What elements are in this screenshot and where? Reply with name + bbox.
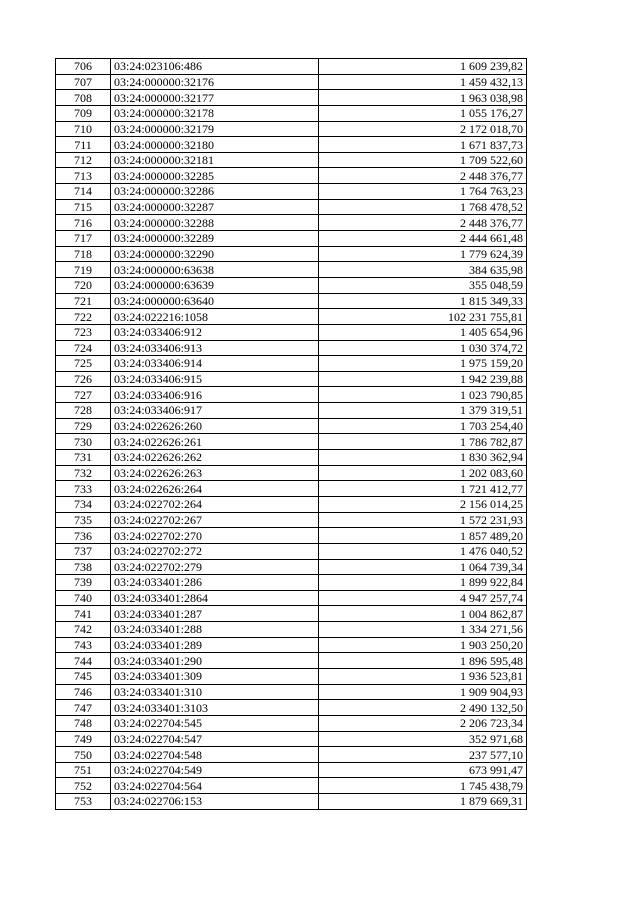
cadastral-number-cell: 03:24:033401:310 <box>111 684 319 700</box>
value-cell: 1 671 837,73 <box>319 137 527 153</box>
value-cell: 1 879 669,31 <box>319 794 527 810</box>
cadastral-number-cell: 03:24:033401:289 <box>111 637 319 653</box>
cadastral-number-cell: 03:24:022704:549 <box>111 762 319 778</box>
cadastral-number-cell: 03:24:033406:915 <box>111 371 319 387</box>
value-cell: 237 577,10 <box>319 747 527 763</box>
value-cell: 384 635,98 <box>319 262 527 278</box>
cadastral-number-cell: 03:24:022706:153 <box>111 794 319 810</box>
cadastral-number-cell: 03:24:000000:32179 <box>111 121 319 137</box>
value-cell: 1 963 038,98 <box>319 90 527 106</box>
row-number-cell: 729 <box>56 418 111 434</box>
row-number-cell: 747 <box>56 700 111 716</box>
row-number-cell: 752 <box>56 778 111 794</box>
table-row <box>56 606 527 622</box>
row-number-cell: 742 <box>56 622 111 638</box>
value-cell: 2 156 014,25 <box>319 496 527 512</box>
cadastral-number-cell: 03:24:000000:32290 <box>111 246 319 262</box>
table-row <box>56 356 527 372</box>
cadastral-number-cell: 03:24:033401:309 <box>111 668 319 684</box>
value-cell: 1 786 782,87 <box>319 434 527 450</box>
table-row <box>56 199 527 215</box>
cadastral-number-cell: 03:24:022216:1058 <box>111 309 319 325</box>
table-row <box>56 137 527 153</box>
value-cell: 1 609 239,82 <box>319 59 527 75</box>
table-row <box>56 184 527 200</box>
table-row <box>56 762 527 778</box>
cadastral-number-cell: 03:24:033406:913 <box>111 340 319 356</box>
row-number-cell: 744 <box>56 653 111 669</box>
row-number-cell: 728 <box>56 403 111 419</box>
cadastral-number-cell: 03:24:000000:63638 <box>111 262 319 278</box>
value-cell: 1 709 522,60 <box>319 152 527 168</box>
cadastral-number-cell: 03:24:033401:286 <box>111 575 319 591</box>
row-number-cell: 718 <box>56 246 111 262</box>
value-cell: 1 572 231,93 <box>319 512 527 528</box>
cadastral-number-cell: 03:24:000000:32289 <box>111 231 319 247</box>
row-number-cell: 715 <box>56 199 111 215</box>
cadastral-number-cell: 03:24:022702:270 <box>111 528 319 544</box>
cadastral-number-cell: 03:24:033401:287 <box>111 606 319 622</box>
row-number-cell: 722 <box>56 309 111 325</box>
value-cell: 355 048,59 <box>319 277 527 293</box>
row-number-cell: 735 <box>56 512 111 528</box>
row-number-cell: 740 <box>56 590 111 606</box>
cadastral-number-cell: 03:24:033401:2864 <box>111 590 319 606</box>
cadastral-number-cell: 03:24:000000:32285 <box>111 168 319 184</box>
cadastral-number-cell: 03:24:033406:914 <box>111 356 319 372</box>
value-cell: 1 857 489,20 <box>319 528 527 544</box>
table-row <box>56 684 527 700</box>
cadastral-number-cell: 03:24:000000:32177 <box>111 90 319 106</box>
row-number-cell: 708 <box>56 90 111 106</box>
table-row <box>56 778 527 794</box>
row-number-cell: 731 <box>56 450 111 466</box>
table-row <box>56 434 527 450</box>
row-number-cell: 706 <box>56 59 111 75</box>
value-cell: 1 830 362,94 <box>319 450 527 466</box>
table-row <box>56 74 527 90</box>
table-row <box>56 324 527 340</box>
row-number-cell: 746 <box>56 684 111 700</box>
cadastral-number-cell: 03:24:000000:32180 <box>111 137 319 153</box>
cadastral-number-cell: 03:24:033401:288 <box>111 622 319 638</box>
value-cell: 1 896 595,48 <box>319 653 527 669</box>
row-number-cell: 749 <box>56 731 111 747</box>
row-number-cell: 730 <box>56 434 111 450</box>
row-number-cell: 720 <box>56 277 111 293</box>
row-number-cell: 739 <box>56 575 111 591</box>
cadastral-number-cell: 03:24:000000:32178 <box>111 105 319 121</box>
table-row <box>56 700 527 716</box>
cadastral-number-cell: 03:24:000000:32287 <box>111 199 319 215</box>
value-cell: 1 899 922,84 <box>319 575 527 591</box>
cadastral-number-cell: 03:24:033406:916 <box>111 387 319 403</box>
row-number-cell: 737 <box>56 543 111 559</box>
value-cell: 1 909 904,93 <box>319 684 527 700</box>
table-row <box>56 231 527 247</box>
table-row <box>56 590 527 606</box>
table-row <box>56 512 527 528</box>
cadastral-number-cell: 03:24:000000:63639 <box>111 277 319 293</box>
value-cell: 352 971,68 <box>319 731 527 747</box>
cadastral-number-cell: 03:24:022626:262 <box>111 450 319 466</box>
cadastral-number-cell: 03:24:022626:261 <box>111 434 319 450</box>
value-cell: 1 030 374,72 <box>319 340 527 356</box>
value-cell: 1 768 478,52 <box>319 199 527 215</box>
row-number-cell: 736 <box>56 528 111 544</box>
value-cell: 1 703 254,40 <box>319 418 527 434</box>
value-cell: 1 975 159,20 <box>319 356 527 372</box>
row-number-cell: 741 <box>56 606 111 622</box>
table-row <box>56 340 527 356</box>
cadastral-number-cell: 03:24:022626:260 <box>111 418 319 434</box>
table-row <box>56 559 527 575</box>
cadastral-number-cell: 03:24:000000:63640 <box>111 293 319 309</box>
table-row <box>56 575 527 591</box>
table-row <box>56 465 527 481</box>
value-cell: 2 444 661,48 <box>319 231 527 247</box>
value-cell: 102 231 755,81 <box>319 309 527 325</box>
value-cell: 2 448 376,77 <box>319 168 527 184</box>
table-row <box>56 794 527 810</box>
cadastral-number-cell: 03:24:022704:545 <box>111 715 319 731</box>
cadastral-number-cell: 03:24:033406:917 <box>111 403 319 419</box>
value-cell: 1 745 438,79 <box>319 778 527 794</box>
row-number-cell: 716 <box>56 215 111 231</box>
table-row <box>56 528 527 544</box>
row-number-cell: 724 <box>56 340 111 356</box>
value-cell: 2 490 132,50 <box>319 700 527 716</box>
row-number-cell: 745 <box>56 668 111 684</box>
cadastral-number-cell: 03:24:000000:32286 <box>111 184 319 200</box>
table-row <box>56 668 527 684</box>
cadastral-number-cell: 03:24:000000:32176 <box>111 74 319 90</box>
table-row <box>56 215 527 231</box>
value-cell: 1 405 654,96 <box>319 324 527 340</box>
row-number-cell: 709 <box>56 105 111 121</box>
value-cell: 1 903 250,20 <box>319 637 527 653</box>
row-number-cell: 712 <box>56 152 111 168</box>
row-number-cell: 753 <box>56 794 111 810</box>
cadastral-number-cell: 03:24:000000:32181 <box>111 152 319 168</box>
row-number-cell: 732 <box>56 465 111 481</box>
table-row <box>56 387 527 403</box>
cadastral-number-cell: 03:24:022704:548 <box>111 747 319 763</box>
row-number-cell: 710 <box>56 121 111 137</box>
row-number-cell: 733 <box>56 481 111 497</box>
table-row <box>56 543 527 559</box>
cadastral-number-cell: 03:24:022702:279 <box>111 559 319 575</box>
value-cell: 1 936 523,81 <box>319 668 527 684</box>
value-cell: 2 172 018,70 <box>319 121 527 137</box>
value-cell: 1 202 083,60 <box>319 465 527 481</box>
table-row <box>56 403 527 419</box>
cadastral-value-table <box>55 58 527 810</box>
table-row <box>56 622 527 638</box>
value-cell: 1 459 432,13 <box>319 74 527 90</box>
cadastral-number-cell: 03:24:022702:267 <box>111 512 319 528</box>
value-cell: 2 206 723,34 <box>319 715 527 731</box>
table-row <box>56 496 527 512</box>
row-number-cell: 726 <box>56 371 111 387</box>
value-cell: 1 942 239,88 <box>319 371 527 387</box>
table-row <box>56 637 527 653</box>
cadastral-number-cell: 03:24:022626:263 <box>111 465 319 481</box>
value-cell: 1 764 763,23 <box>319 184 527 200</box>
table-body <box>56 59 527 810</box>
value-cell: 1 379 319,51 <box>319 403 527 419</box>
row-number-cell: 714 <box>56 184 111 200</box>
value-cell: 1 055 176,27 <box>319 105 527 121</box>
table-row <box>56 246 527 262</box>
cadastral-number-cell: 03:24:022702:272 <box>111 543 319 559</box>
row-number-cell: 727 <box>56 387 111 403</box>
cadastral-number-cell: 03:24:022704:547 <box>111 731 319 747</box>
row-number-cell: 725 <box>56 356 111 372</box>
table-row <box>56 277 527 293</box>
table-row <box>56 168 527 184</box>
table-row <box>56 715 527 731</box>
row-number-cell: 713 <box>56 168 111 184</box>
table-row <box>56 59 527 75</box>
cadastral-number-cell: 03:24:022702:264 <box>111 496 319 512</box>
value-cell: 4 947 257,74 <box>319 590 527 606</box>
value-cell: 1 721 412,77 <box>319 481 527 497</box>
value-cell: 1 815 349,33 <box>319 293 527 309</box>
value-cell: 1 064 739,34 <box>319 559 527 575</box>
table-row <box>56 450 527 466</box>
cadastral-number-cell: 03:24:033406:912 <box>111 324 319 340</box>
row-number-cell: 751 <box>56 762 111 778</box>
value-cell: 1 779 624,39 <box>319 246 527 262</box>
table-row <box>56 747 527 763</box>
cadastral-number-cell: 03:24:000000:32288 <box>111 215 319 231</box>
value-cell: 1 334 271,56 <box>319 622 527 638</box>
table-row <box>56 90 527 106</box>
row-number-cell: 738 <box>56 559 111 575</box>
table-row <box>56 121 527 137</box>
table-row <box>56 481 527 497</box>
value-cell: 2 448 376,77 <box>319 215 527 231</box>
table-row <box>56 293 527 309</box>
row-number-cell: 750 <box>56 747 111 763</box>
table-row <box>56 418 527 434</box>
table-row <box>56 309 527 325</box>
row-number-cell: 711 <box>56 137 111 153</box>
cadastral-number-cell: 03:24:033401:3103 <box>111 700 319 716</box>
value-cell: 673 991,47 <box>319 762 527 778</box>
table-row <box>56 371 527 387</box>
row-number-cell: 734 <box>56 496 111 512</box>
row-number-cell: 748 <box>56 715 111 731</box>
row-number-cell: 707 <box>56 74 111 90</box>
row-number-cell: 743 <box>56 637 111 653</box>
table-row <box>56 105 527 121</box>
row-number-cell: 723 <box>56 324 111 340</box>
cadastral-number-cell: 03:24:022704:564 <box>111 778 319 794</box>
table-row <box>56 731 527 747</box>
row-number-cell: 717 <box>56 231 111 247</box>
cadastral-number-cell: 03:24:022626:264 <box>111 481 319 497</box>
row-number-cell: 721 <box>56 293 111 309</box>
table-row <box>56 262 527 278</box>
table-row <box>56 152 527 168</box>
cadastral-number-cell: 03:24:033401:290 <box>111 653 319 669</box>
value-cell: 1 023 790,85 <box>319 387 527 403</box>
value-cell: 1 476 040,52 <box>319 543 527 559</box>
table-row <box>56 653 527 669</box>
row-number-cell: 719 <box>56 262 111 278</box>
value-cell: 1 004 862,87 <box>319 606 527 622</box>
cadastral-number-cell: 03:24:023106:486 <box>111 59 319 75</box>
